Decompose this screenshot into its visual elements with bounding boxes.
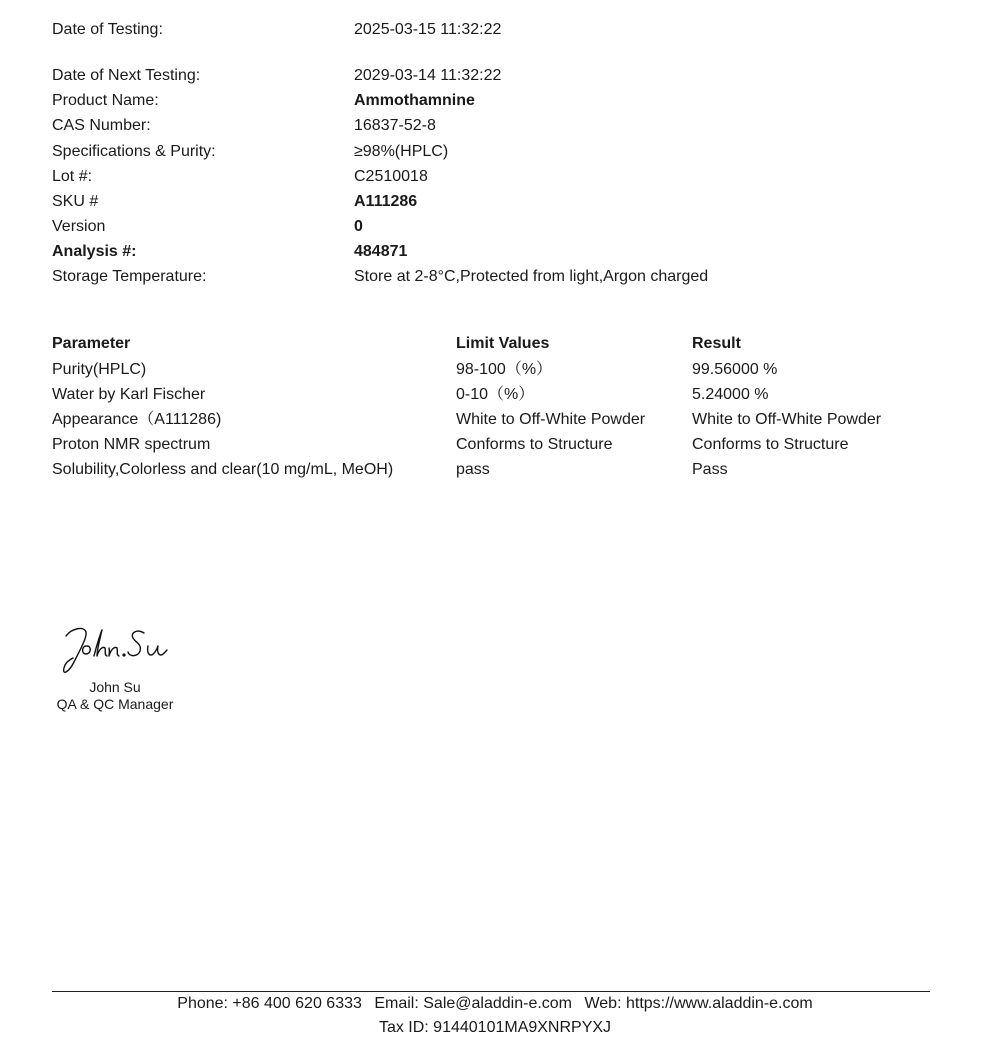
signer-title: QA & QC Manager <box>56 696 174 712</box>
column-header-parameter: Parameter <box>52 335 131 352</box>
column-header-result: Result <box>692 335 741 352</box>
result-cell: White to Off-White Powder <box>692 411 882 428</box>
info-label: Analysis #: <box>52 243 137 260</box>
table-row <box>52 408 932 432</box>
limit-cell: 0-10（%） <box>456 386 535 403</box>
parameter-cell: Solubility,Colorless and clear(10 mg/mL, MeOH) <box>52 461 394 478</box>
info-value: 484871 <box>354 243 408 260</box>
tax-id: Tax ID: 91440101MA9XNRPYXJ <box>378 1019 612 1036</box>
info-row-cas-number <box>52 114 932 138</box>
table-header-row <box>52 332 932 356</box>
info-row-sku <box>52 190 932 214</box>
info-label: Lot #: <box>52 168 93 185</box>
result-cell: 5.24000 % <box>692 386 769 403</box>
parameter-cell: Water by Karl Fischer <box>52 386 206 403</box>
parameter-cell: Proton NMR spectrum <box>52 436 211 453</box>
info-row-lot <box>52 165 932 189</box>
info-row-version <box>52 215 932 239</box>
info-row-date-of-next-testing <box>52 64 932 88</box>
footer-phone: Phone: +86 400 620 6333 <box>177 995 362 1012</box>
footer-email[interactable]: Email: Sale@aladdin-e.com <box>374 995 573 1012</box>
info-label: Date of Next Testing: <box>52 67 201 84</box>
info-value: A111286 <box>354 193 418 210</box>
info-row-analysis <box>52 240 932 264</box>
column-header-limit-values: Limit Values <box>456 335 550 352</box>
table-row <box>52 358 932 382</box>
info-row-storage-temperature <box>52 265 932 289</box>
footer-contact <box>0 992 990 1016</box>
limit-cell: 98-100（%） <box>456 361 553 378</box>
limit-cell: pass <box>456 461 490 478</box>
info-label: CAS Number: <box>52 117 151 134</box>
info-value: Ammothamnine <box>354 92 475 109</box>
info-row-product-name <box>52 89 932 113</box>
handwritten-signature <box>56 618 186 682</box>
footer-tax-id <box>0 1016 990 1040</box>
info-value: 2029-03-14 11:32:22 <box>354 67 502 84</box>
table-row <box>52 433 932 457</box>
info-label: Storage Temperature: <box>52 268 207 285</box>
info-label: Date of Testing: <box>52 21 163 38</box>
info-value: 16837-52-8 <box>354 117 436 134</box>
result-cell: Conforms to Structure <box>692 436 849 453</box>
table-row <box>52 383 932 407</box>
info-label: SKU # <box>52 193 99 210</box>
info-row-date-of-testing <box>52 18 932 42</box>
parameter-cell: Appearance（A111286) <box>52 411 222 428</box>
info-label: Product Name: <box>52 92 159 109</box>
result-cell: 99.56000 % <box>692 361 778 378</box>
result-cell: Pass <box>692 461 728 478</box>
info-value: C2510018 <box>354 168 428 185</box>
info-value: Store at 2-8°C,Protected from light,Argon charged <box>354 268 709 285</box>
info-label: Specifications & Purity: <box>52 143 216 160</box>
footer-web[interactable]: Web: https://www.aladdin-e.com <box>584 995 813 1012</box>
info-value: 2025-03-15 11:32:22 <box>354 21 502 38</box>
limit-cell: White to Off-White Powder <box>456 411 646 428</box>
limit-cell: Conforms to Structure <box>456 436 613 453</box>
info-value: ≥98%(HPLC) <box>354 143 449 160</box>
info-value: 0 <box>354 218 363 235</box>
signer-name: John Su <box>89 679 141 695</box>
parameter-cell: Purity(HPLC) <box>52 361 147 378</box>
info-label: Version <box>52 218 106 235</box>
table-row <box>52 458 932 482</box>
info-row-specifications <box>52 140 932 164</box>
